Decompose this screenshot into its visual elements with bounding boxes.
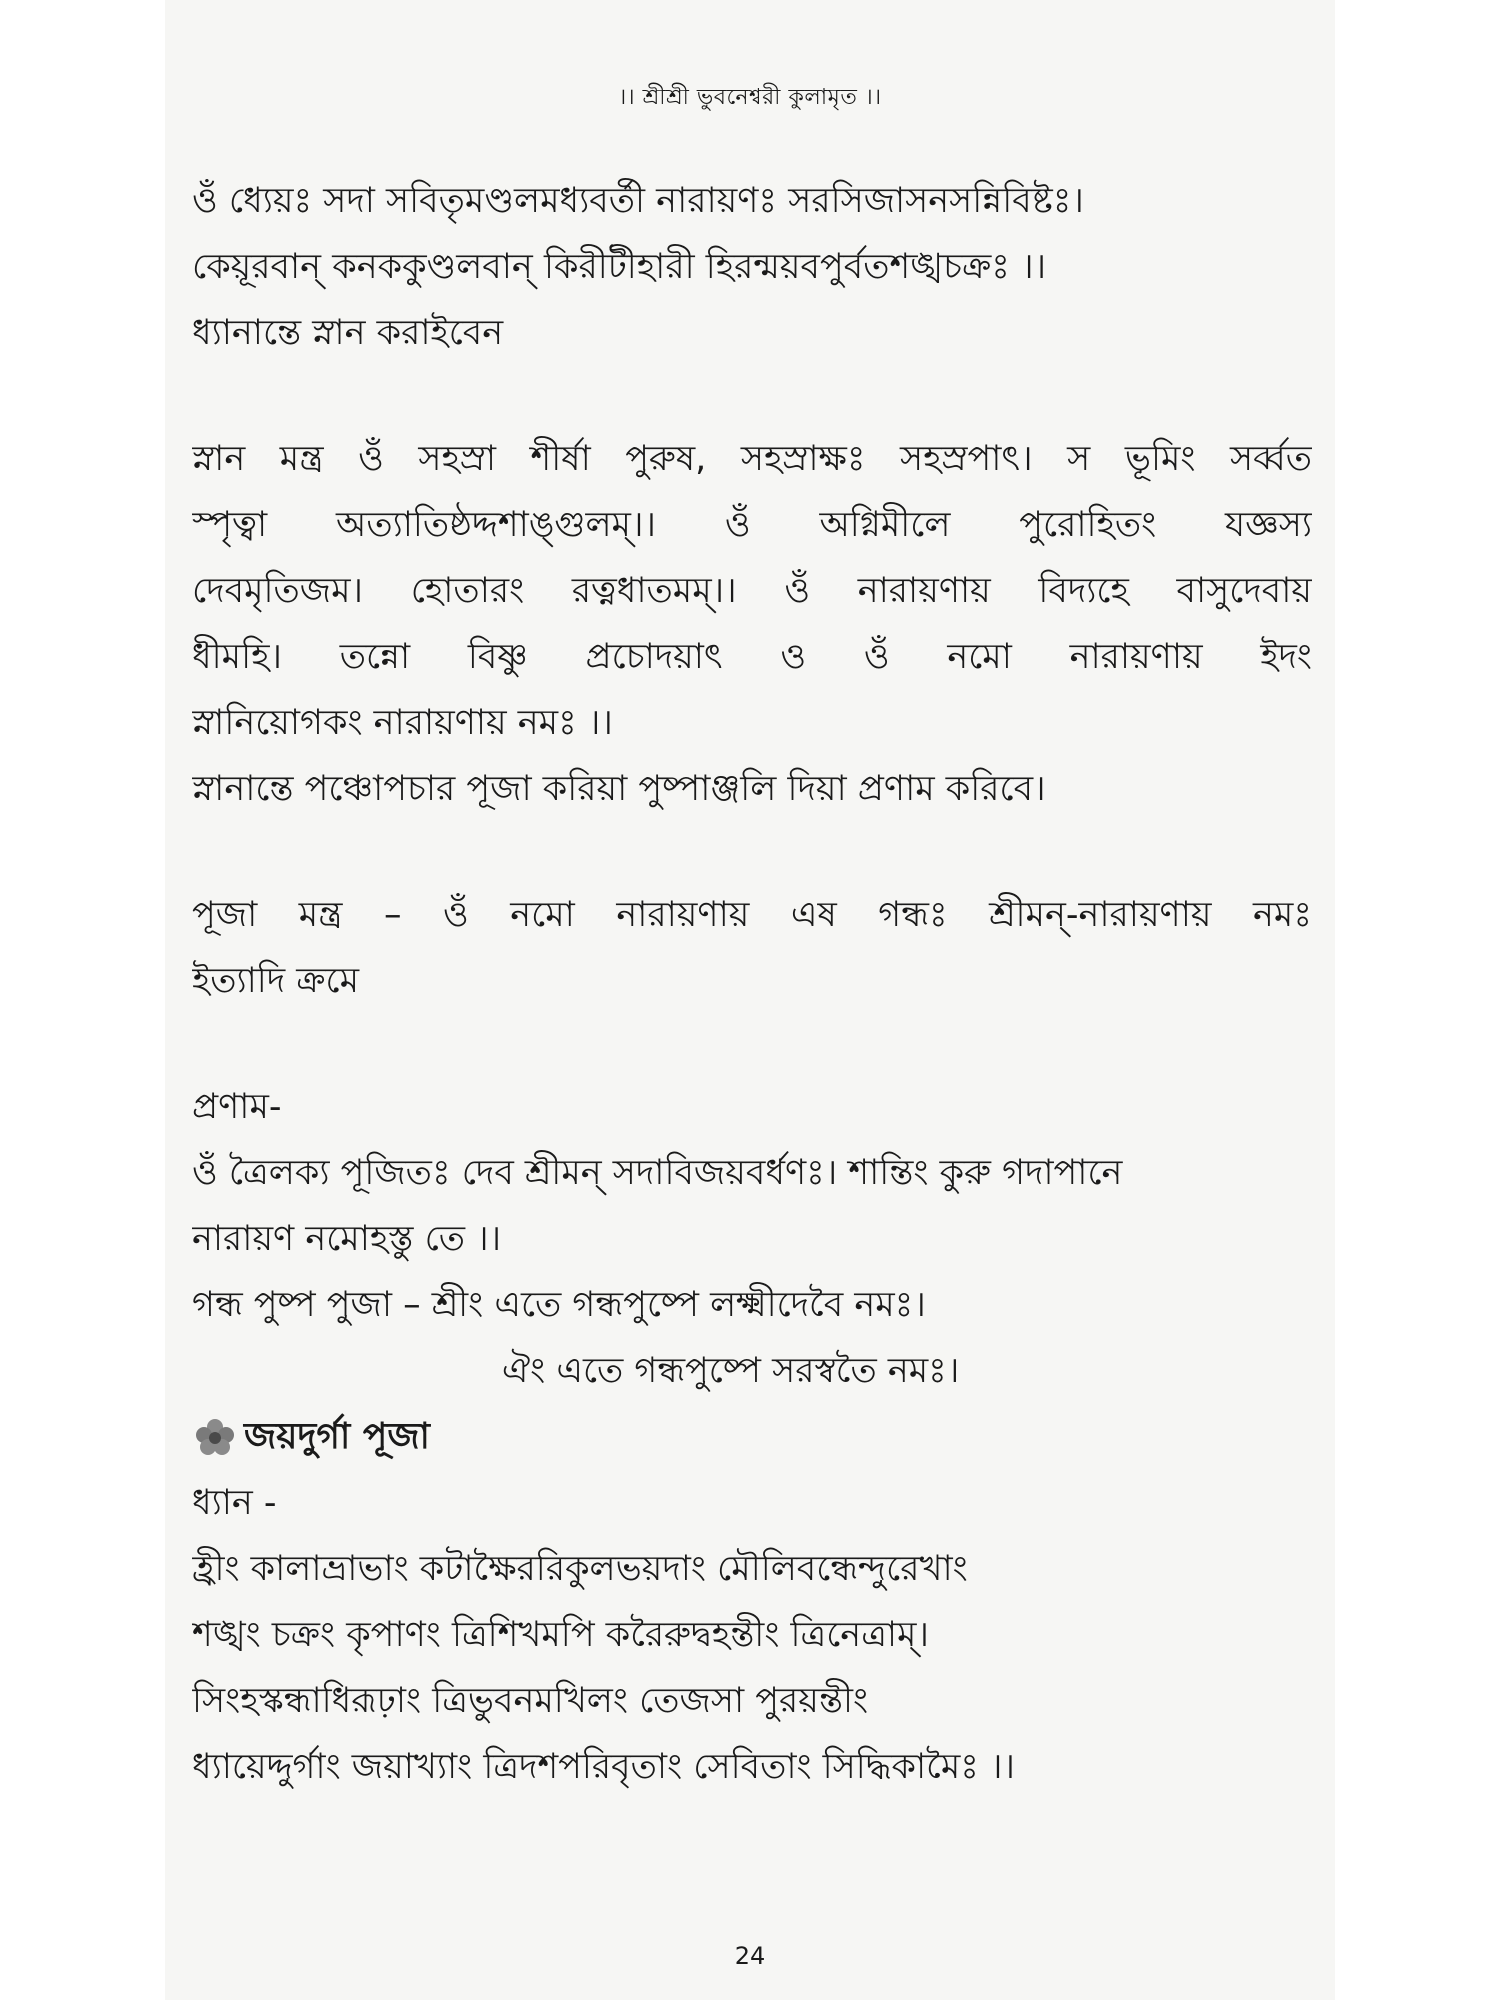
dhyan-vishnu-line-2: কেয়ূরবান্ কনককুণ্ডলবান্ কিরীটীহারী হিরন্ময়বপুর্বতশঙ্খচক্রঃ ।। <box>192 247 1047 287</box>
puja-mantra-line-2: ইত্যাদি ক্রমে <box>192 961 360 1001</box>
pranam-label: প্রণাম- <box>192 1087 282 1127</box>
puja-mantra-line-1: পূজা মন্ত্র – ওঁ নমো নারায়ণায় এষ গন্ধঃ শ্রীমন্-নারায়ণায় নমঃ <box>192 895 1312 935</box>
snan-mantra-line-4: ধীমহি। তন্নো বিষ্ণু প্রচোদয়াৎ ও ওঁ নমো নারায়ণায় ইদং <box>192 637 1312 677</box>
jayadurga-heading <box>192 1404 1312 1470</box>
gandha-pushpa-line-1: গন্ধ পুষ্প পুজা – শ্রীং এতে গন্ধপুষ্পে লক্ষ্মীদেবৈ নমঃ। <box>192 1285 926 1325</box>
jayadurga-dhyan-line-1: হ্রীং কালাভ্রাভাং কটাক্ষৈররিকুলভয়দাং মৌলিবন্ধেন্দুরেখাং <box>192 1549 968 1589</box>
gandha-pushpa-line-2: ঐং এতে গন্ধপুষ্পে সরস্বতৈ নমঃ। <box>502 1351 960 1391</box>
running-header: ।। শ্রীশ্রী ভুবনেশ্বরী কুলামৃত ।। <box>618 85 882 110</box>
jayadurga-dhyan-line-2: শঙ্খং চক্রং কৃপাণং ত্রিশিখমপি করৈরুদ্বহন্তীং ত্রিনেত্রাম্। <box>192 1615 930 1655</box>
jayadurga-dhyan-line-3: সিংহস্কন্ধাধিরূঢ়াং ত্রিভুবনমখিলং তেজসা পুরয়ন্তীং <box>192 1681 869 1721</box>
page-number: 24 <box>734 1942 766 1970</box>
dhyan-vishnu-line-1: ওঁ ধ্যেয়ঃ সদা সবিতৃমণ্ডলমধ্যবর্তী নারায়ণঃ সরসিজাসনসন্নিবিষ্টঃ। <box>192 181 1084 221</box>
book-page <box>165 0 1335 2000</box>
snan-mantra-line-5: স্নানিয়োগকং নারায়ণায় নমঃ ।। <box>192 703 613 743</box>
jayadurga-dhyan-line-4: ধ্যায়েদ্দুর্গাং জয়াখ্যাং ত্রিদশপরিবৃতাং সেবিতাং সিদ্ধিকামৈঃ ।। <box>192 1747 1016 1787</box>
jayadurga-dhyan-label: ধ্যান - <box>192 1483 277 1523</box>
snan-instruction: স্নানান্তে পঞ্চোপচার পূজা করিয়া পুষ্পাঞ্জলি দিয়া প্রণাম করিবে। <box>192 769 1046 809</box>
snan-mantra-line-3: দেবমৃতিজম। হোতারং রত্নধাতমম্।। ওঁ নারায়ণায় বিদ্যহে বাসুদেবায় <box>192 571 1312 611</box>
flower-icon <box>192 1417 238 1457</box>
page-body <box>192 168 1312 1800</box>
pranam-line-1: ওঁ ত্রৈলক্য পূজিতঃ দেব শ্রীমন্ সদাবিজয়বর্ধণঃ। শান্তিং কুরু গদাপানে <box>192 1153 1123 1193</box>
snan-mantra-line-1: স্নান মন্ত্র ওঁ সহস্রা শীর্ষা পুরুষ, সহস্রাক্ষঃ সহস্রপাৎ। স ভূমিং সর্ব্বত <box>192 439 1312 479</box>
pranam-line-2: নারায়ণ নমোহস্তু তে ।। <box>192 1219 502 1259</box>
snan-mantra-line-2: স্পৃত্বা অত্যাতিষ্ঠদ্দশাঙ্গুলম্।। ওঁ অগ্নিমীলে পুরোহিতং যজ্ঞস্য <box>192 505 1312 545</box>
dhyan-instruction: ধ্যানান্তে স্নান করাইবেন <box>192 313 504 353</box>
jayadurga-heading-text: জয়দুর্গা পূজা <box>244 1416 430 1457</box>
